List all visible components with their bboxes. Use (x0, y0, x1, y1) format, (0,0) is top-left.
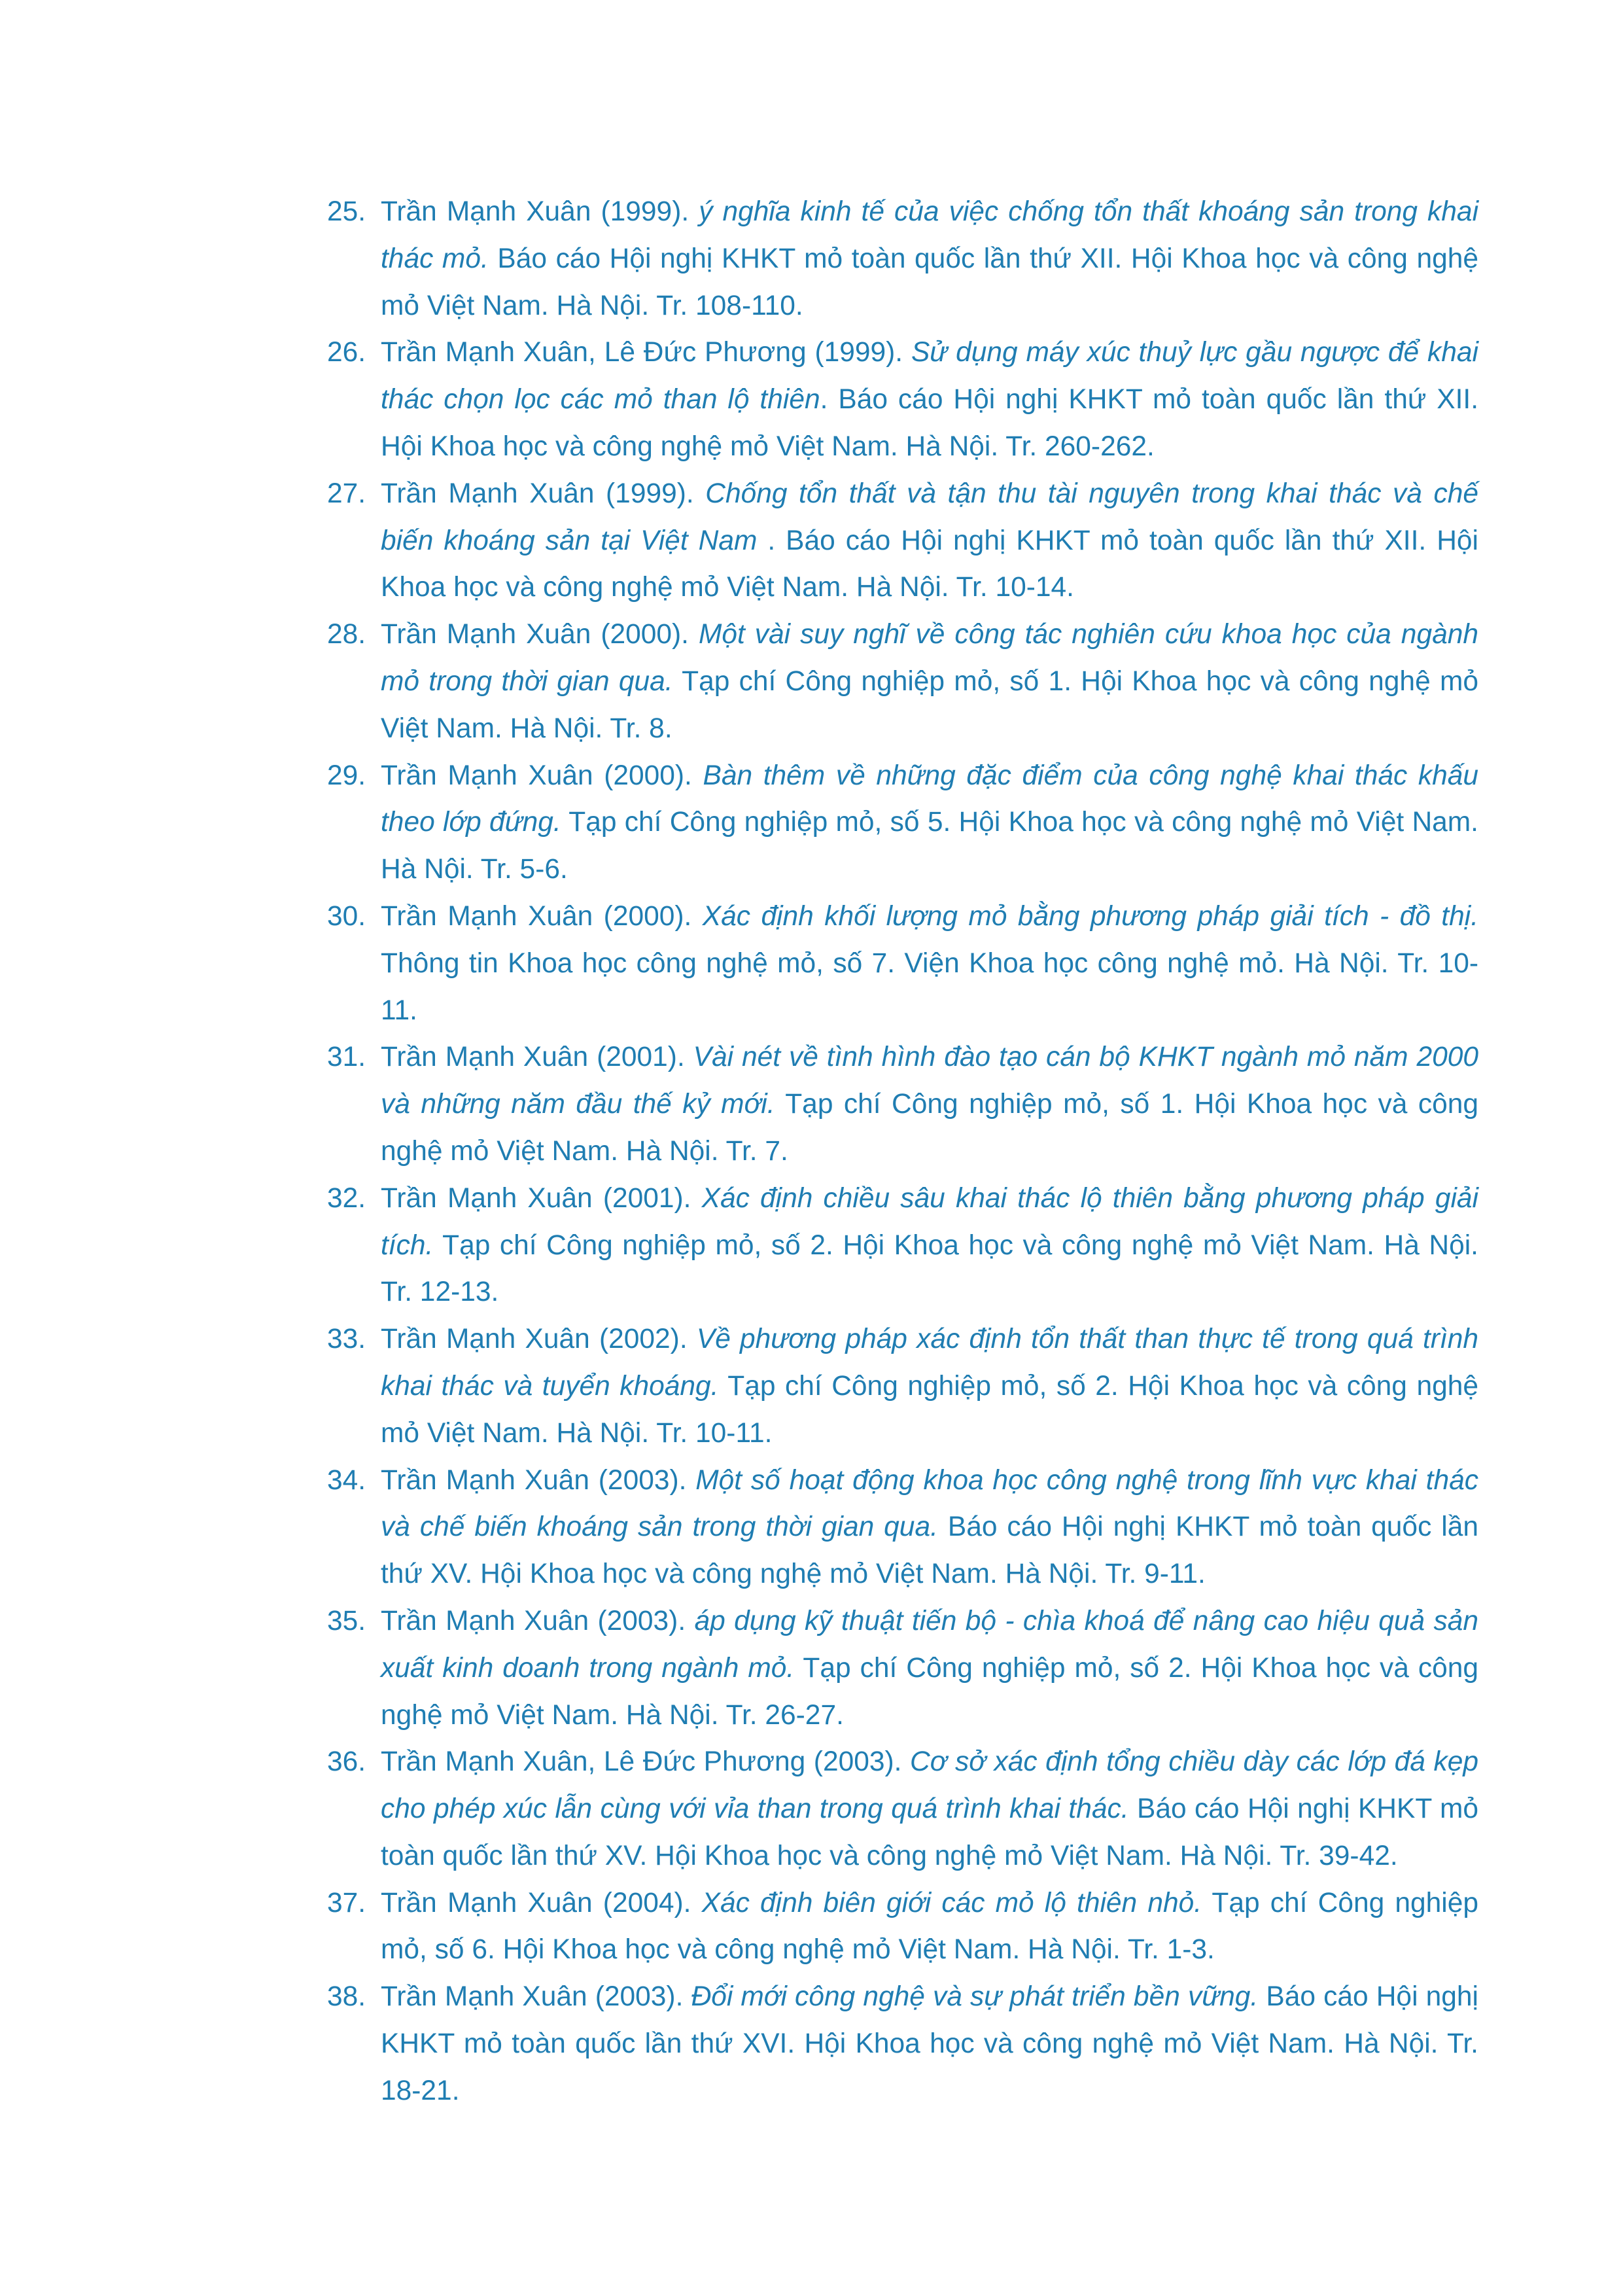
reference-author: Trần Mạnh Xuân (1999). (381, 478, 694, 509)
reference-author: Trần Mạnh Xuân (2001). (381, 1042, 685, 1073)
reference-source: Tạp chí Công nghiệp mỏ, số 5. Hội Khoa học và công nghệ mỏ Việt Nam. Hà Nội. Tr. 5-6. (381, 807, 1478, 885)
reference-author: Trần Mạnh Xuân (2001). (381, 1182, 691, 1214)
reference-author: Trần Mạnh Xuân (2000). (381, 900, 692, 932)
reference-title: Cơ sở xác định tổng chiều dày các lớp đá kẹp cho phép xúc lẫn cùng với vỉa than trong quá trình khai thác. (381, 1746, 1479, 1825)
reference-item (327, 1973, 1478, 2114)
reference-title: áp dụng kỹ thuật tiến bộ - chìa khoá để nâng cao hiệu quả sản xuất kinh doanh trong ngành mỏ. (381, 1605, 1479, 1684)
reference-number: 28. (327, 619, 366, 650)
reference-source: Báo cáo Hội nghị KHKT mỏ toàn quốc lần thứ XVI. Hội Khoa học và công nghệ mỏ Việt Nam. Hà Nội. Tr. 18-21. (381, 1981, 1478, 2106)
reference-number: 26. (327, 337, 366, 368)
reference-number: 33. (327, 1324, 366, 1355)
reference-number: 30. (327, 900, 366, 932)
reference-source: Báo cáo Hội nghị KHKT mỏ toàn quốc lần thứ XII. Hội Khoa học và công nghệ mỏ Việt Nam. Hà Nội. Tr. 108-110. (381, 243, 1478, 321)
reference-source: Tạp chí Công nghiệp mỏ, số 6. Hội Khoa học và công nghệ mỏ Việt Nam. Hà Nội. Tr. 1-3. (381, 1887, 1479, 1966)
reference-list (327, 188, 1478, 2115)
reference-item (327, 1034, 1478, 1174)
reference-item (327, 1880, 1478, 1974)
reference-author: Trần Mạnh Xuân, Lê Đức Phương (1999). (381, 337, 903, 368)
reference-number: 35. (327, 1605, 366, 1636)
reference-title: Xác định khối lượng mỏ bằng phương pháp giải tích - đồ thị. (702, 900, 1479, 932)
reference-number: 38. (327, 1981, 366, 2013)
reference-title: ý nghĩa kinh tế của việc chống tổn thất khoáng sản trong khai thác mỏ. (381, 196, 1479, 274)
reference-title: Một số hoạt động khoa học công nghệ trong lĩnh vực khai thác và chế biến khoáng sản trong thời gian qua. (381, 1464, 1479, 1543)
reference-source: Tạp chí Công nghiệp mỏ, số 1. Hội Khoa học và công nghệ mỏ Việt Nam. Hà Nội. Tr. 7. (381, 1089, 1478, 1167)
reference-source: Tạp chí Công nghiệp mỏ, số 2. Hội Khoa học và công nghệ mỏ Việt Nam. Hà Nội. Tr. 10-11. (381, 1370, 1478, 1449)
reference-item (327, 470, 1478, 611)
reference-item (327, 1739, 1478, 1879)
reference-item (327, 1175, 1478, 1316)
reference-title: Đổi mới công nghệ và sự phát triển bền vững. (691, 1981, 1259, 2013)
reference-author: Trần Mạnh Xuân (1999). (381, 196, 689, 227)
reference-title: Chống tổn thất và tận thu tài nguyên trong khai thác và chế biến khoáng sản tại Việt Nam (381, 478, 1478, 556)
reference-title: Xác định biên giới các mỏ lộ thiên nhỏ. (701, 1887, 1202, 1918)
reference-title: Vài nét về tình hình đào tạo cán bộ KHKT ngành mỏ năm 2000 và những năm đầu thế kỷ mới. (381, 1042, 1479, 1120)
reference-number: 32. (327, 1182, 366, 1214)
reference-title: Bàn thêm về những đặc điểm của công nghệ khai thác khấu theo lớp đứng. (381, 760, 1479, 838)
reference-source: . Báo cáo Hội nghị KHKT mỏ toàn quốc lần thứ XII. Hội Khoa học và công nghệ mỏ Việt Nam. Hà Nội. Tr. 260-262. (381, 384, 1479, 462)
reference-author: Trần Mạnh Xuân, Lê Đức Phương (2003). (381, 1746, 902, 1778)
reference-title: Xác định chiều sâu khai thác lộ thiên bằng phương pháp giải tích. (381, 1182, 1478, 1261)
reference-source: Báo cáo Hội nghị KHKT mỏ toàn quốc lần thứ XV. Hội Khoa học và công nghệ mỏ Việt Nam. Hà Nội. Tr. 9-11. (381, 1511, 1478, 1590)
reference-title: Một vài suy nghĩ về công tác nghiên cứu khoa học của ngành mỏ trong thời gian qua. (381, 619, 1478, 697)
reference-title: Về phương pháp xác định tổn thất than thực tế trong quá trình khai thác và tuyển khoáng. (381, 1324, 1478, 1402)
reference-author: Trần Mạnh Xuân (2003). (381, 1464, 687, 1496)
reference-source: Tạp chí Công nghiệp mỏ, số 2. Hội Khoa học và công nghệ mỏ Việt Nam. Hà Nội. Tr. 12-13. (381, 1229, 1478, 1308)
reference-source: . Báo cáo Hội nghị KHKT mỏ toàn quốc lần thứ XII. Hội Khoa học và công nghệ mỏ Việt Nam. Hà Nội. Tr. 10-14. (381, 525, 1478, 603)
reference-number: 31. (327, 1042, 366, 1073)
reference-number: 36. (327, 1746, 366, 1778)
reference-item (327, 611, 1478, 752)
reference-author: Trần Mạnh Xuân (2002). (381, 1324, 688, 1355)
reference-number: 27. (327, 478, 366, 509)
reference-source: Tạp chí Công nghiệp mỏ, số 2. Hội Khoa học và công nghệ mỏ Việt Nam. Hà Nội. Tr. 26-27. (381, 1652, 1478, 1731)
reference-number: 34. (327, 1464, 366, 1496)
reference-title: Sử dụng máy xúc thuỷ lực gầu ngược để khai thác chọn lọc các mỏ than lộ thiên (381, 337, 1478, 415)
reference-item (327, 1598, 1478, 1739)
reference-source: Thông tin Khoa học công nghệ mỏ, số 7. Viện Khoa học công nghệ mỏ. Hà Nội. Tr. 10-11. (381, 947, 1478, 1026)
reference-author: Trần Mạnh Xuân (2000). (381, 619, 689, 650)
reference-item (327, 329, 1478, 470)
reference-item (327, 893, 1478, 1034)
reference-item (327, 188, 1478, 329)
reference-number: 25. (327, 196, 366, 227)
reference-item (327, 1457, 1478, 1598)
reference-number: 29. (327, 760, 366, 791)
reference-author: Trần Mạnh Xuân (2003). (381, 1981, 684, 2013)
reference-author: Trần Mạnh Xuân (2000). (381, 760, 692, 791)
reference-number: 37. (327, 1887, 366, 1918)
reference-item (327, 752, 1478, 893)
reference-source: Báo cáo Hội nghị KHKT mỏ toàn quốc lần thứ XV. Hội Khoa học và công nghệ mỏ Việt Nam. Hà Nội. Tr. 39-42. (381, 1793, 1478, 1871)
reference-author: Trần Mạnh Xuân (2003). (381, 1605, 686, 1636)
reference-author: Trần Mạnh Xuân (2004). (381, 1887, 691, 1918)
reference-source: Tạp chí Công nghiệp mỏ, số 1. Hội Khoa học và công nghệ mỏ Việt Nam. Hà Nội. Tr. 8. (381, 665, 1479, 744)
reference-item (327, 1316, 1478, 1457)
